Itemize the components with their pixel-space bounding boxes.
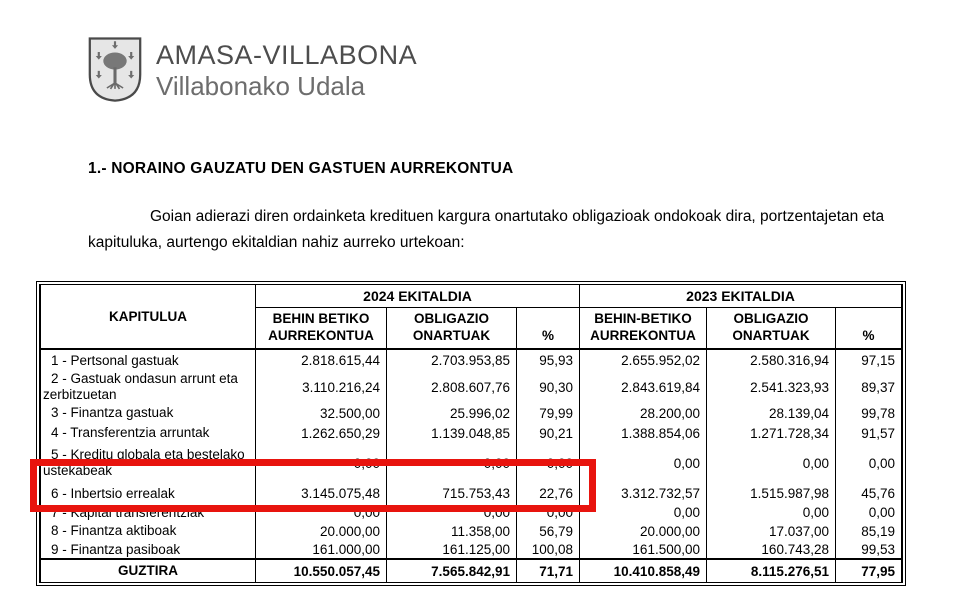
column-header-2024-percent: % — [517, 307, 580, 349]
logo-title: AMASA-VILLABONA — [156, 40, 418, 70]
row-label: 4 - Transferentzia arruntak — [51, 425, 210, 440]
table-row: 1 - Pertsonal gastuak 2.818.615,44 2.703.953,85 95,93 2.655.952,02 2.580.316,94 97,15 — [41, 349, 902, 371]
group-header-2023: 2023 EKITALDIA — [580, 285, 902, 307]
budget-table — [36, 281, 906, 586]
row-label: 8 - Finantza aktiboak — [51, 523, 177, 538]
row-label: 5 - Kreditu globala eta bestelako — [51, 447, 245, 462]
table-row: 4 - Transferentzia arruntak 1.262.650,29 1.139.048,85 90,21 1.388.854,06 1.271.728,34 91,57 — [41, 423, 902, 443]
row-label: 1 - Pertsonal gastuak — [51, 352, 179, 368]
row-label: 6 - Inbertsio errealak — [51, 485, 175, 501]
coat-of-arms-shield-icon — [88, 36, 142, 104]
logo-subtitle: Villabonako Udala — [156, 71, 366, 101]
column-header-2023-onartuak: OBLIGAZIO ONARTUAK — [707, 307, 836, 349]
group-header-2024: 2024 EKITALDIA — [256, 285, 580, 307]
red-highlight-rectangle — [30, 459, 596, 512]
column-header-2024-onartuak: OBLIGAZIO ONARTUAK — [387, 307, 517, 349]
row-label: 2 - Gastuak ondasun arrunt eta — [51, 371, 238, 386]
table-row: 7 - Kapital transferentziak 0,00 0,00 0,00 0,00 0,00 0,00 — [41, 504, 902, 521]
table-row: 8 - Finantza aktiboak 20.000,00 11.358,00 56,79 20.000,00 17.037,00 85,19 — [41, 521, 902, 541]
table-row: 2 - Gastuak ondasun arrunt eta zerbitzuetan 3.110.216,24 2.808.607,76 90,30 2.843.619,84 2.541.323,93 89,37 — [41, 371, 902, 403]
row-label: 3 - Finantza gastuak — [51, 405, 174, 420]
total-label: GUZTIRA — [41, 559, 256, 582]
column-header-2023-aurrekontua: BEHIN-BETIKO AURREKONTUA — [580, 307, 707, 349]
table-row: 5 - Kreditu globala eta bestelako ustekabeak 0,00 0,00 0,00 0,00 0,00 0,00 — [41, 443, 902, 483]
row-label: 9 - Finantza pasiboak — [51, 541, 181, 557]
intro-paragraph: Goian adierazi diren ordainketa kredituen kargura onartutako obligazioak ondokoak dira, portzentajetan eta kapituluka, aurtengo ekitaldian nahiz aurreko urtekoan: — [88, 208, 885, 251]
municipal-logo — [88, 36, 417, 104]
row-label: 7 - Kapital transferentziak — [51, 504, 205, 520]
table-row: 3 - Finantza gastuak 32.500,00 25.996,02 79,99 28.200,00 28.139,04 99,78 — [41, 403, 902, 423]
column-header-kapitulua: KAPITULUA — [41, 285, 256, 349]
table-row-highlighted: 6 - Inbertsio errealak 3.145.075,48 715.753,43 22,76 3.312.732,57 1.515.987,98 45,76 — [41, 483, 902, 504]
table-row: 9 - Finantza pasiboak 161.000,00 161.125,00 100,08 161.500,00 160.743,28 99,53 — [41, 541, 902, 559]
table-total-row: GUZTIRA 10.550.057,45 7.565.842,91 71,71 10.410.858,49 8.115.276,51 77,95 — [41, 559, 902, 582]
section-heading: 1.- NORAINO GAUZATU DEN GASTUEN AURREKONTUA — [88, 160, 514, 177]
column-header-2024-aurrekontua: BEHIN BETIKO AURREKONTUA — [256, 307, 387, 349]
column-header-2023-percent: % — [836, 307, 902, 349]
